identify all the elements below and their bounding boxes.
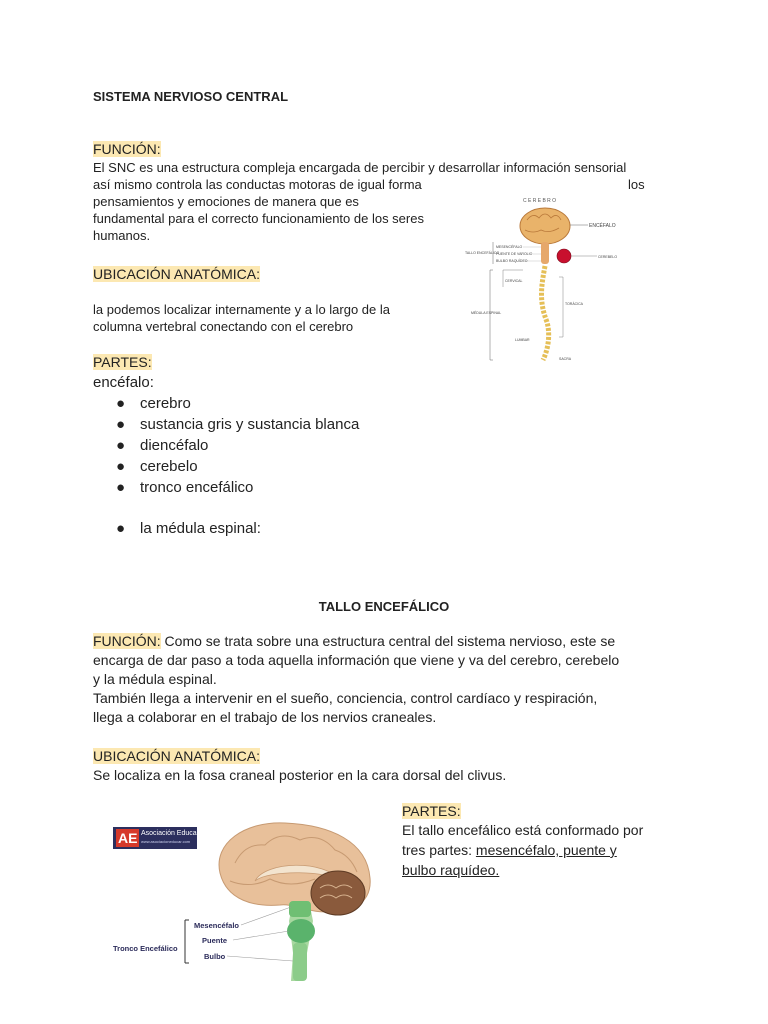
label-bulbo: Bulbo [204, 952, 226, 961]
bullet-icon: ● [116, 458, 126, 475]
list-item [116, 456, 359, 477]
ubicacion-heading [93, 265, 260, 283]
label-encefalo: ENCÉFALO [589, 223, 616, 229]
label-cervical: CERVICAL [505, 279, 523, 283]
medula-list [116, 518, 261, 539]
funcion-line: fundamental para el correcto funcionamiento de los seres [93, 211, 424, 226]
puente-shape [287, 919, 315, 943]
funcion-line: humanos. [93, 228, 151, 243]
list-item-text: cerebro [140, 395, 191, 412]
brain-sagittal-diagram [95, 803, 389, 983]
partes-label: PARTES: [93, 354, 152, 370]
funcion-heading [93, 140, 161, 158]
list-item-text: tronco encefálico [140, 479, 254, 496]
tallo-funcion-line: encarga de dar paso a toda aquella información que viene y va del cerebro, cerebelo [93, 652, 620, 668]
tallo-funcion-line: También llega a intervenir en el sueño, conciencia, control cardíaco y respiración, [93, 690, 598, 706]
label-medula: MÉDULA ESPINAL [471, 311, 502, 315]
logo-mark: AE [118, 830, 138, 846]
ubicacion-paragraph [93, 301, 390, 335]
cerebellum-shape [311, 871, 365, 915]
list-item-text: cerebelo [140, 458, 198, 475]
tallo-funcion-line: llega a colaborar en el trabajo de los nervios craneales. [93, 709, 437, 725]
fig1-title: C E R E B R O [523, 198, 557, 204]
label-tallo: TALLO ENCEFÁLICO [465, 251, 500, 255]
partes-link-bulbo: bulbo raquídeo. [402, 862, 500, 878]
label-mesencefalo: MESENCÉFALO [496, 245, 523, 249]
partes-heading [93, 353, 152, 371]
tallo-ubicacion-label: UBICACIÓN ANATÓMICA: [93, 748, 260, 764]
bullet-icon: ● [116, 416, 126, 433]
list-item [116, 518, 261, 539]
label-mesencefalo: Mesencéfalo [194, 921, 240, 930]
list-item-text: diencéfalo [140, 437, 209, 454]
tallo-ubicacion-heading [93, 747, 260, 765]
bulbo-shape [293, 943, 307, 981]
label-puente: Puente [202, 936, 228, 945]
partes-link-mesencefalo-puente: mesencéfalo, puente y [475, 842, 617, 858]
list-item [116, 414, 359, 435]
label-puente: PUENTE DE VAROLIO [496, 252, 533, 256]
label-tronco-encefalico: Tronco Encefálico [113, 944, 178, 953]
tallo-ubicacion-text: Se localiza en la fosa craneal posterior en la cara dorsal del clivus. [93, 767, 507, 783]
brainstem-shape [541, 242, 549, 264]
funcion-line: pensamientos y emociones de manera que es [93, 194, 359, 209]
funcion-label: FUNCIÓN: [93, 141, 161, 157]
list-item-text: la médula espinal: [140, 520, 261, 537]
label-sacra: SACRA [559, 357, 572, 361]
section-title: TALLO ENCEFÁLICO [318, 599, 450, 614]
brain-shape [520, 208, 570, 244]
cns-diagram [463, 192, 633, 367]
tallo-funcion-label: FUNCIÓN: [93, 633, 161, 649]
bullet-icon: ● [116, 437, 126, 454]
bullet-icon: ● [116, 520, 126, 537]
tallo-partes-paragraph [402, 821, 702, 879]
encefalo-label: encéfalo: [93, 374, 154, 391]
label-cerebelo: CEREBELO [598, 255, 618, 259]
label-bulbo: BULBO RAQUÍDEO [496, 259, 528, 263]
bullet-icon: ● [116, 395, 126, 412]
list-item [116, 477, 359, 498]
funcion-line: así mismo controla las conductas motoras de igual forma [93, 177, 422, 192]
logo-name: Asociación Educar [141, 830, 199, 837]
funcion-trailing-word: los [628, 177, 645, 192]
ubicacion-line: columna vertebral conectando con el cerebro [93, 319, 354, 334]
funcion-line: El SNC es una estructura compleja encargada de percibir y desarrollar información sensorial [93, 160, 627, 175]
list-item [116, 393, 359, 414]
spine-shape [542, 266, 549, 360]
mesencefalo-shape [289, 901, 311, 917]
tallo-funcion-line: Como se trata sobre una estructura central del sistema nervioso, este se [160, 633, 616, 649]
encefalo-list [116, 393, 359, 498]
cerebellum-shape [557, 249, 571, 263]
bullet-icon: ● [116, 479, 126, 496]
label-lumbar: LUMBAR [515, 338, 530, 342]
ubicacion-label: UBICACIÓN ANATÓMICA: [93, 266, 260, 282]
tallo-partes-line: El tallo encefálico está conformado por [402, 822, 644, 838]
tallo-partes-line: tres partes: [402, 842, 476, 858]
list-item [116, 435, 359, 456]
tallo-partes-label: PARTES: [402, 803, 461, 819]
page-title: SISTEMA NERVIOSO CENTRAL [93, 89, 289, 104]
logo-url: www.asociacioneducar.com [141, 839, 191, 844]
brainstem-figure [95, 803, 389, 983]
tallo-partes-heading [402, 802, 461, 820]
tallo-funcion-paragraph [93, 632, 713, 726]
list-item-text: sustancia gris y sustancia blanca [140, 416, 360, 433]
label-toracica: TORÁCICA [565, 302, 584, 306]
tallo-funcion-line: y la médula espinal. [93, 671, 217, 687]
ubicacion-line: la podemos localizar internamente y a lo largo de la [93, 302, 391, 317]
